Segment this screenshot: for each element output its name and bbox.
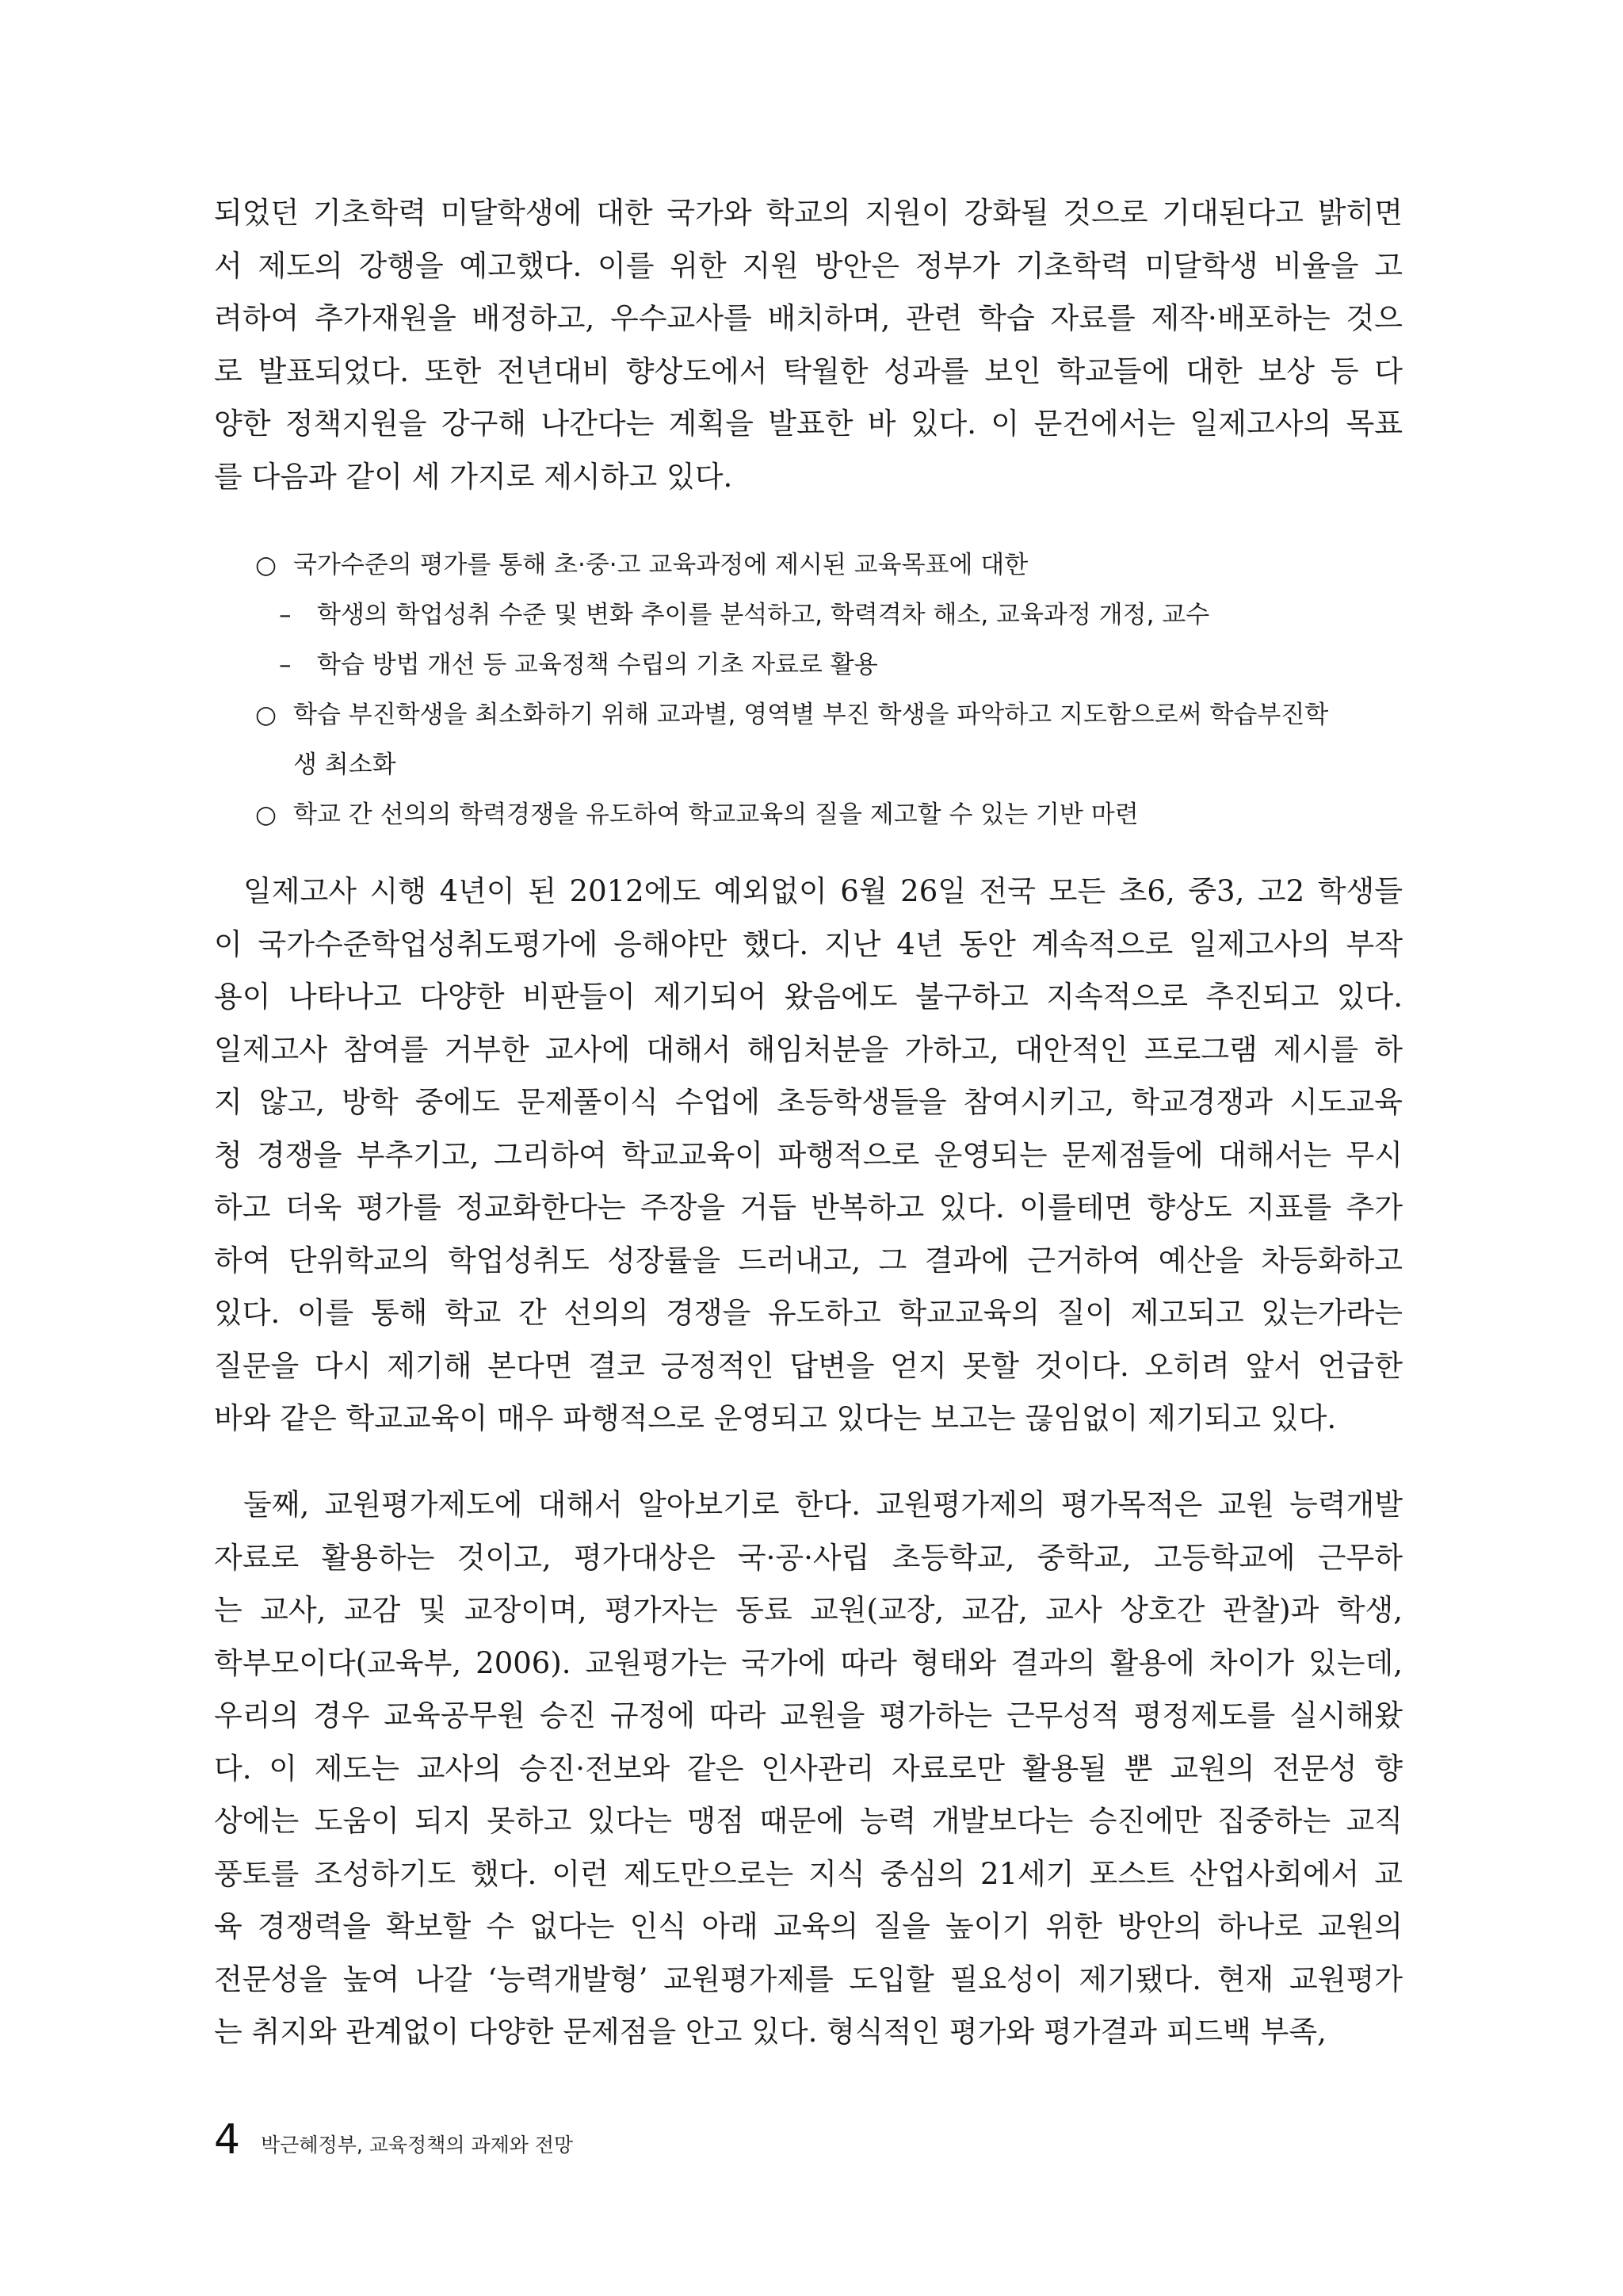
text-line: 풍토를 조성하기도 했다. 이런 제도만으로는 지식 중심의 21세기 포스트 산업사회에서 교: [214, 1856, 1403, 1891]
dash-bullet-icon: –: [279, 601, 292, 629]
text-line: 전문성을 높여 나갈 ‘능력개발형’ 교원평가제를 도입할 필요성이 제기됐다. 현재 교원평가: [214, 1962, 1403, 1996]
text-line: 를 다음과 같이 세 가지로 제시하고 있다.: [214, 459, 733, 494]
goal-item-1: [255, 541, 1403, 590]
text-line: 육 경쟁력을 확보할 수 없다는 인식 아래 교육의 질을 높이기 위한 방안의 하나로 교원의: [214, 1909, 1403, 1943]
text-line: 상에는 도움이 되지 못하고 있다는 맹점 때문에 능력 개발보다는 승진에만 집중하는 교직: [214, 1804, 1403, 1838]
text-line: 양한 정책지원을 강구해 나간다는 계획을 발표한 바 있다. 이 문건에서는 일제고사의 목표: [214, 407, 1403, 441]
text-line: 바와 같은 학교교육이 매우 파행적으로 운영되고 있다는 보고는 끊임없이 제기되고 있다.: [214, 1401, 1337, 1435]
running-title: 박근혜정부, 교육정책의 과제와 전망: [261, 2134, 574, 2157]
goal-subitem-1-text: 학생의 학업성취 수준 및 변화 추이를 분석하고, 학력격차 해소, 교육과정 개정, 교수: [317, 601, 1210, 629]
page-footer: [214, 2113, 574, 2164]
text-line: 하고 더욱 평가를 정교화한다는 주장을 거듭 반복하고 있다. 이를테면 향상도 지표를 추가: [214, 1190, 1403, 1224]
text-line: 서 제도의 강행을 예고했다. 이를 위한 지원 방안은 정부가 기초학력 미달학생 비율을 고: [214, 248, 1403, 283]
text-line: 는 취지와 관계없이 다양한 문제점을 안고 있다. 형식적인 평가와 평가결과 피드백 부족,: [214, 2015, 1327, 2049]
text-line: 질문을 다시 제기해 본다면 결코 긍정적인 답변을 얻지 못할 것이다. 오히려 앞서 언급한: [214, 1348, 1403, 1383]
text-line: 있다. 이를 통해 학교 간 선의의 경쟁을 유도하고 학교교육의 질이 제고되고 있는가라는: [214, 1296, 1403, 1330]
page-number: 4: [214, 2116, 241, 2164]
goal-item-3-text: 학교 간 선의의 학력경쟁을 유도하여 학교교육의 질을 제고할 수 있는 기반 마련: [293, 800, 1139, 829]
text-line: 우리의 경우 교육공무원 승진 규정에 따라 교원을 평가하는 근무성적 평정제도를 실시해왔: [214, 1698, 1403, 1733]
text-line: 는 교사, 교감 및 교장이며, 평가자는 동료 교원(교장, 교감, 교사 상호간 관찰)과 학생,: [214, 1593, 1403, 1627]
goal-subitem-2-text: 학습 방법 개선 등 교육정책 수립의 기초 자료로 활용: [317, 651, 878, 679]
goal-item-2-text: 학습 부진학생을 최소화하기 위해 교과별, 영역별 부진 학생을 파악하고 지도함으로써 학습부진학: [293, 701, 1329, 729]
text-line: 일제고사 참여를 거부한 교사에 대해서 해임처분을 가하고, 대안적인 프로그램 제시를 하: [214, 1032, 1403, 1067]
goal-subitem-1: [255, 590, 1403, 640]
paragraph-teacher-evaluation: [214, 1479, 1403, 2059]
text-line: 용이 나타나고 다양한 비판들이 제기되어 왔음에도 불구하고 지속적으로 추진되고 있다.: [214, 980, 1403, 1014]
text-line: 청 경쟁을 부추기고, 그리하여 학교교육이 파행적으로 운영되는 문제점들에 대해서는 무시: [214, 1137, 1403, 1172]
paragraph-intro: [214, 187, 1403, 503]
text-line: 려하여 추가재원을 배정하고, 우수교사를 배치하며, 관련 학습 자료를 제작·배포하는 것으: [214, 301, 1403, 335]
goal-item-2-continuation: [255, 740, 1403, 790]
goal-item-2-text-cont: 생 최소화: [293, 751, 396, 779]
paragraph-national-test: [214, 865, 1403, 1446]
text-line: 로 발표되었다. 또한 전년대비 향상도에서 탁월한 성과를 보인 학교들에 대한 보상 등 다: [214, 353, 1403, 388]
goal-item-1-text: 국가수준의 평가를 통해 초·중·고 교육과정에 제시된 교육목표에 대한: [293, 551, 1029, 579]
text-line: 일제고사 시행 4년이 된 2012에도 예외없이 6월 26일 전국 모든 초6, 중3, 고2 학생들: [243, 874, 1403, 908]
goal-subitem-2: [255, 640, 1403, 690]
circle-bullet-icon: ○: [255, 551, 277, 579]
text-line: 다. 이 제도는 교사의 승진·전보와 같은 인사관리 자료로만 활용될 뿐 교원의 전문성 향: [214, 1751, 1403, 1786]
text-line: 하여 단위학교의 학업성취도 성장률을 드러내고, 그 결과에 근거하여 예산을 차등화하고: [214, 1243, 1403, 1278]
text-line: 둘째, 교원평가제도에 대해서 알아보기로 한다. 교원평가제의 평가목적은 교원 능력개발: [243, 1488, 1403, 1522]
text-line: 지 않고, 방학 중에도 문제풀이식 수업에 초등학생들을 참여시키고, 학교경쟁과 시도교육: [214, 1085, 1403, 1119]
circle-bullet-icon: ○: [255, 800, 277, 829]
goals-list: [255, 541, 1403, 840]
text-line: 자료로 활용하는 것이고, 평가대상은 국·공·사립 초등학교, 중학교, 고등학교에 근무하: [214, 1540, 1403, 1575]
text-line: 되었던 기초학력 미달학생에 대한 국가와 학교의 지원이 강화될 것으로 기대된다고 밝히면: [214, 196, 1403, 230]
text-line: 학부모이다(교육부, 2006). 교원평가는 국가에 따라 형태와 결과의 활용에 차이가 있는데,: [214, 1645, 1403, 1680]
text-line: 이 국가수준학업성취도평가에 응해야만 했다. 지난 4년 동안 계속적으로 일제고사의 부작: [214, 926, 1403, 961]
goal-item-2: [255, 690, 1403, 740]
goal-item-3: [255, 790, 1403, 840]
circle-bullet-icon: ○: [255, 701, 277, 729]
dash-bullet-icon: –: [279, 651, 292, 679]
